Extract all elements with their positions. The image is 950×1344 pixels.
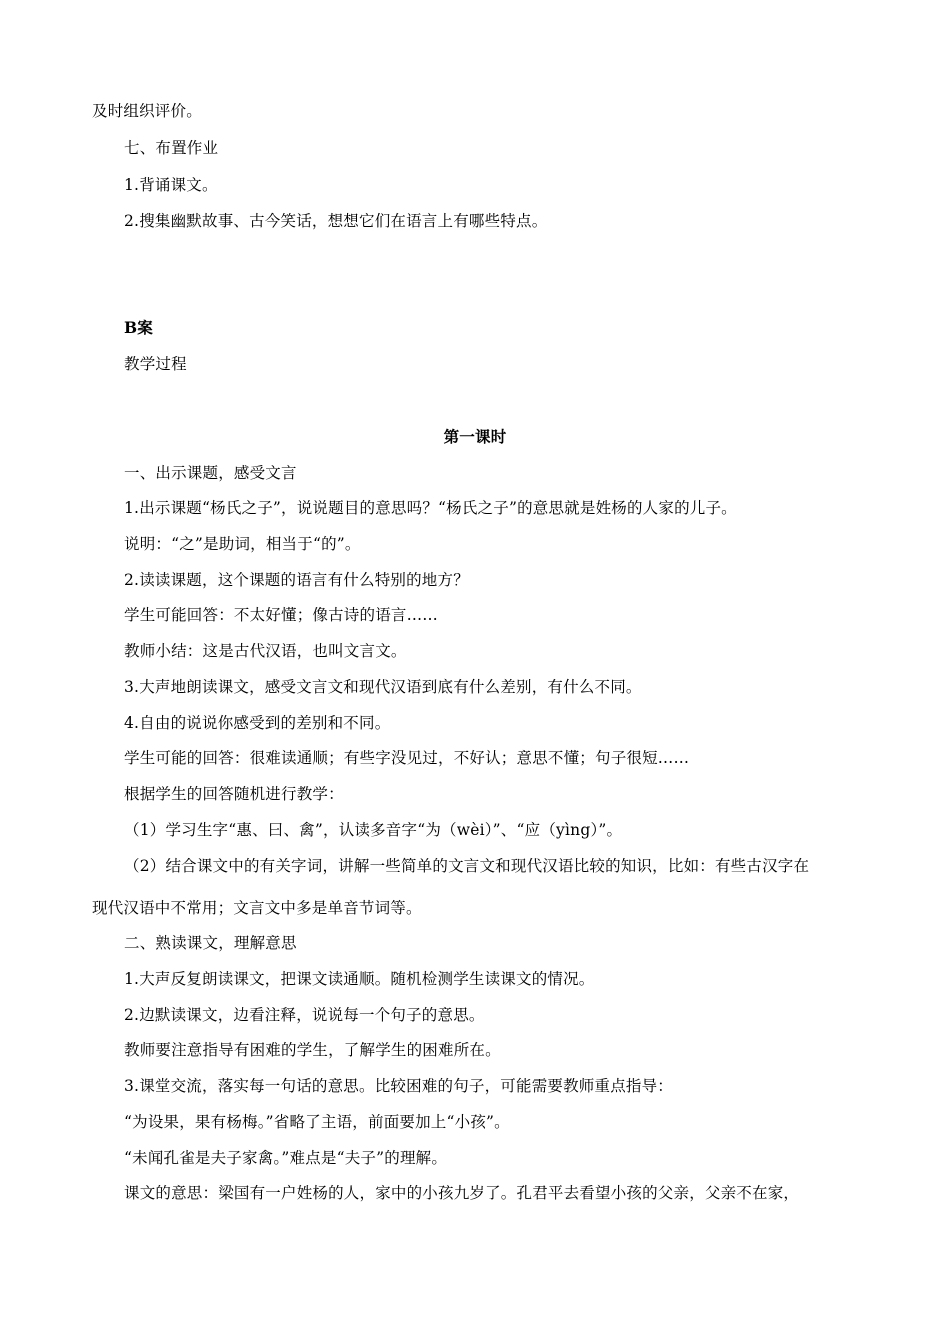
text-line: 4.自由的说说你感受到的差别和不同。 bbox=[124, 714, 391, 732]
text-line: 教师要注意指导有困难的学生，了解学生的困难所在。 bbox=[124, 1041, 501, 1059]
text-line: 3.大声地朗读课文，感受文言文和现代汉语到底有什么差别，有什么不同。 bbox=[124, 678, 642, 696]
text-line: 2.搜集幽默故事、古今笑话，想想它们在语言上有哪些特点。 bbox=[124, 212, 548, 230]
section-heading: 七、布置作业 bbox=[124, 139, 219, 157]
lesson-title: 第一课时 bbox=[443, 427, 507, 446]
text-line: 说明：“之”是助词，相当于“的”。 bbox=[124, 535, 361, 553]
section-heading: 二、熟读课文，理解意思 bbox=[124, 934, 297, 952]
text-line: 1.大声反复朗读课文，把课文读通顺。随机检测学生读课文的情况。 bbox=[124, 970, 595, 988]
plan-heading: B案 bbox=[124, 318, 154, 337]
text-line: 教师小结：这是古代汉语，也叫文言文。 bbox=[124, 642, 407, 660]
text-line: 根据学生的回答随机进行教学： bbox=[124, 785, 344, 803]
text-line: 3.课堂交流，落实每一句话的意思。比较困难的句子，可能需要教师重点指导： bbox=[124, 1077, 673, 1095]
text-line: 课文的意思：梁国有一户姓杨的人，家中的小孩九岁了。孔君平去看望小孩的父亲，父亲不在家， bbox=[124, 1184, 800, 1202]
text-line: “未闻孔雀是夫子家禽。”难点是“夫子”的理解。 bbox=[124, 1149, 448, 1167]
text-line: 及时组织评价。 bbox=[92, 102, 202, 120]
text-line: “为设果，果有杨梅。”省略了主语，前面要加上“小孩”。 bbox=[124, 1113, 510, 1131]
text-line: （1）学习生字“惠、曰、禽”，认读多音字“为（wèi）”、“应（yìng）”。 bbox=[124, 821, 623, 839]
text-line: 2.边默读课文，边看注释，说说每一个句子的意思。 bbox=[124, 1006, 485, 1024]
text-line: 教学过程 bbox=[124, 355, 187, 373]
text-line: 学生可能的回答：很难读通顺；有些字没见过，不好认；意思不懂；句子很短…… bbox=[124, 749, 690, 767]
text-line: 2.读读课题，这个课题的语言有什么特别的地方？ bbox=[124, 571, 469, 589]
section-heading: 一、出示课题，感受文言 bbox=[124, 464, 297, 482]
text-line: 学生可能回答：不太好懂；像古诗的语言…… bbox=[124, 606, 439, 624]
text-line: （2）结合课文中的有关字词，讲解一些简单的文言文和现代汉语比较的知识，比如：有些古汉字在 bbox=[124, 857, 810, 875]
text-line: 1.背诵课文。 bbox=[124, 176, 218, 194]
text-line: 现代汉语中不常用；文言文中多是单音节词等。 bbox=[92, 899, 422, 917]
text-line: 1.出示课题“杨氏之子”，说说题目的意思吗？“杨氏之子”的意思就是姓杨的人家的儿子。 bbox=[124, 499, 737, 517]
